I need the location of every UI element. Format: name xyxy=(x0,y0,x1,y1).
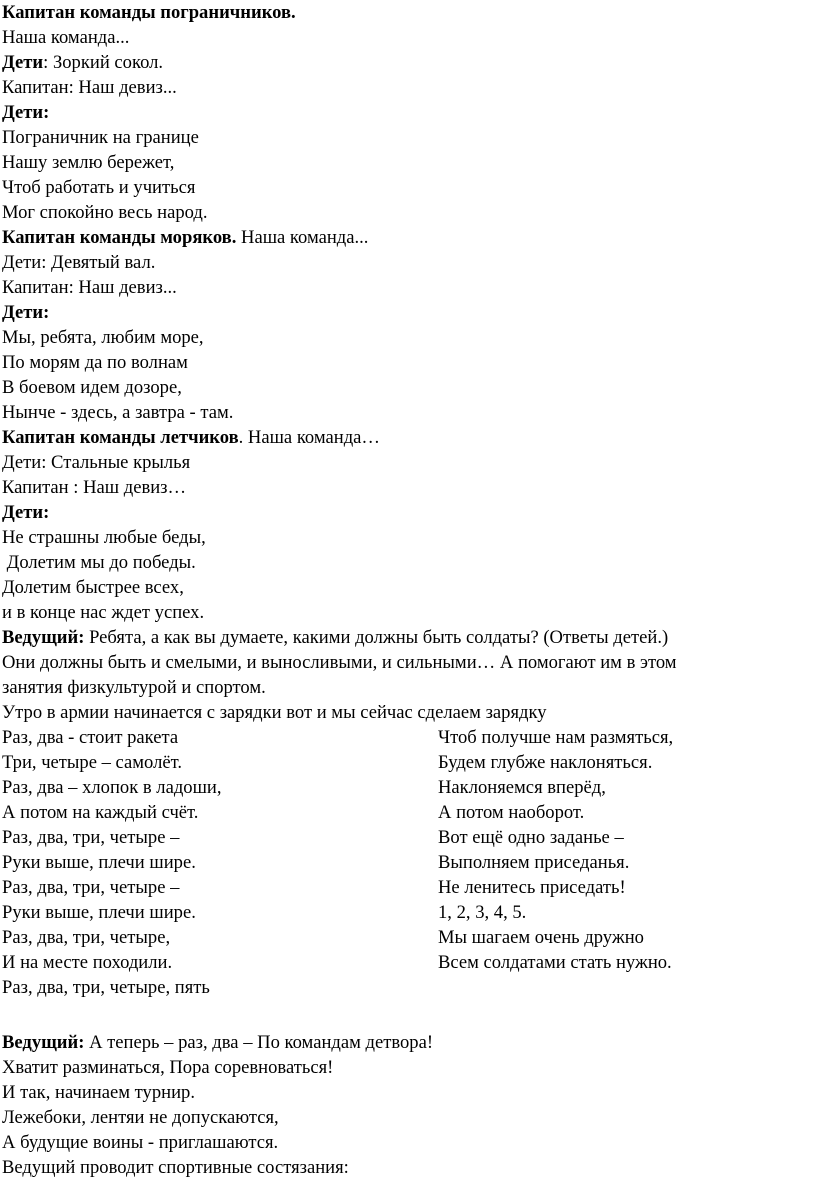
poem-line: Пограничник на границе xyxy=(2,127,199,148)
exercise-right-line: 1, 2, 3, 4, 5. xyxy=(438,902,527,923)
kids-label: Дети: xyxy=(2,302,50,323)
text-line: Они должны быть и смелыми, и выносливыми, и сильными… А помогают им в этом xyxy=(2,652,677,673)
poem-line: Мы, ребята, любим море, xyxy=(2,327,204,348)
captain-text: . Наша команда… xyxy=(238,427,381,448)
poem-line: Чтоб работать и учиться xyxy=(2,177,196,198)
exercise-left-line: Раз, два, три, четыре, пять xyxy=(2,977,210,998)
host-text: А теперь – раз, два – По командам детвора! xyxy=(84,1032,434,1053)
host-line xyxy=(2,625,668,650)
host-label: Ведущий: xyxy=(2,1032,85,1053)
kids-label: Дети xyxy=(2,52,44,73)
poem-line: Нынче - здесь, а завтра - там. xyxy=(2,402,234,423)
exercise-row xyxy=(2,950,814,975)
exercise-left-line: Раз, два - стоит ракета xyxy=(2,727,179,748)
poem-line: По морям да по волнам xyxy=(2,352,188,373)
exercise-left-line: Руки выше, плечи шире. xyxy=(2,902,196,923)
text-line: Наша команда... xyxy=(2,27,130,48)
captain-role: Капитан команды пограничников. xyxy=(2,2,296,23)
text-line: И так, начинаем турнир. xyxy=(2,1082,195,1103)
host-line xyxy=(2,1030,433,1055)
exercise-right-line: Чтоб получше нам размяться, xyxy=(438,727,674,748)
poem-line: Долетим мы до победы. xyxy=(2,552,196,573)
text-line: А будущие воины - приглашаются. xyxy=(2,1132,279,1153)
poem-line: Не страшны любые беды, xyxy=(2,527,206,548)
exercise-left-line: Раз, два, три, четыре, xyxy=(2,927,171,948)
kids-answer: : Зоркий сокол. xyxy=(43,52,164,73)
exercise-left-line: А потом на каждый счёт. xyxy=(2,802,199,823)
exercise-row xyxy=(2,900,814,925)
exercise-right-line: Выполняем приседанья. xyxy=(438,852,630,873)
exercise-row xyxy=(2,975,814,1000)
text-line: Дети: Стальные крылья xyxy=(2,452,191,473)
text-line: Капитан: Наш девиз... xyxy=(2,77,177,98)
exercise-right-line: Вот ещё одно заданье – xyxy=(438,827,624,848)
text-line: Хватит разминаться, Пора соревноваться! xyxy=(2,1057,334,1078)
poem-line: Мог спокойно весь народ. xyxy=(2,202,208,223)
captain-role: Капитан команды моряков. xyxy=(2,227,237,248)
exercise-left-line: Раз, два – хлопок в ладоши, xyxy=(2,777,222,798)
exercise-row xyxy=(2,825,814,850)
poem-line: и в конце нас ждет успех. xyxy=(2,602,205,623)
kids-label: Дети: xyxy=(2,102,50,123)
poem-line: Долетим быстрее всех, xyxy=(2,577,184,598)
kids-label: Дети: xyxy=(2,502,50,523)
exercise-right-line: Всем солдатами стать нужно. xyxy=(438,952,672,973)
exercise-row xyxy=(2,800,814,825)
exercise-left-line: Руки выше, плечи шире. xyxy=(2,852,196,873)
exercise-left-line: Раз, два, три, четыре – xyxy=(2,877,180,898)
captain-role: Капитан команды летчиков xyxy=(2,427,239,448)
text-line: Ведущий проводит спортивные состязания: xyxy=(2,1157,349,1178)
captain-line-sailors xyxy=(2,225,368,250)
kids-line xyxy=(2,50,163,75)
exercise-row xyxy=(2,775,814,800)
text-line: занятия физкультурой и спортом. xyxy=(2,677,266,698)
captain-line-border-guards xyxy=(2,0,296,25)
text-line: Утро в армии начинается с зарядки вот и мы сейчас сделаем зарядку xyxy=(2,702,547,723)
exercise-right-line: Наклоняемся вперёд, xyxy=(438,777,606,798)
exercise-row xyxy=(2,925,814,950)
captain-text: Наша команда... xyxy=(236,227,369,248)
exercise-right-line: Будем глубже наклоняться. xyxy=(438,752,653,773)
captain-line-pilots xyxy=(2,425,380,450)
text-line: Лежебоки, лентяи не допускаются, xyxy=(2,1107,279,1128)
exercise-left-line: Раз, два, три, четыре – xyxy=(2,827,180,848)
text-line: Капитан : Наш девиз… xyxy=(2,477,187,498)
text-line: Капитан: Наш девиз... xyxy=(2,277,177,298)
exercise-right-line: А потом наоборот. xyxy=(438,802,585,823)
text-line: Дети: Девятый вал. xyxy=(2,252,156,273)
exercise-row xyxy=(2,725,814,750)
host-text: Ребята, а как вы думаете, какими должны быть солдаты? (Ответы детей.) xyxy=(84,627,669,648)
host-label: Ведущий: xyxy=(2,627,85,648)
poem-line: Нашу землю бережет, xyxy=(2,152,175,173)
poem-line: В боевом идем дозоре, xyxy=(2,377,182,398)
exercise-row xyxy=(2,850,814,875)
exercise-right-line: Не ленитесь приседать! xyxy=(438,877,626,898)
exercise-row xyxy=(2,750,814,775)
exercise-left-line: Три, четыре – самолёт. xyxy=(2,752,183,773)
exercise-row xyxy=(2,875,814,900)
exercise-left-line: И на месте походили. xyxy=(2,952,173,973)
exercise-right-line: Мы шагаем очень дружно xyxy=(438,927,644,948)
